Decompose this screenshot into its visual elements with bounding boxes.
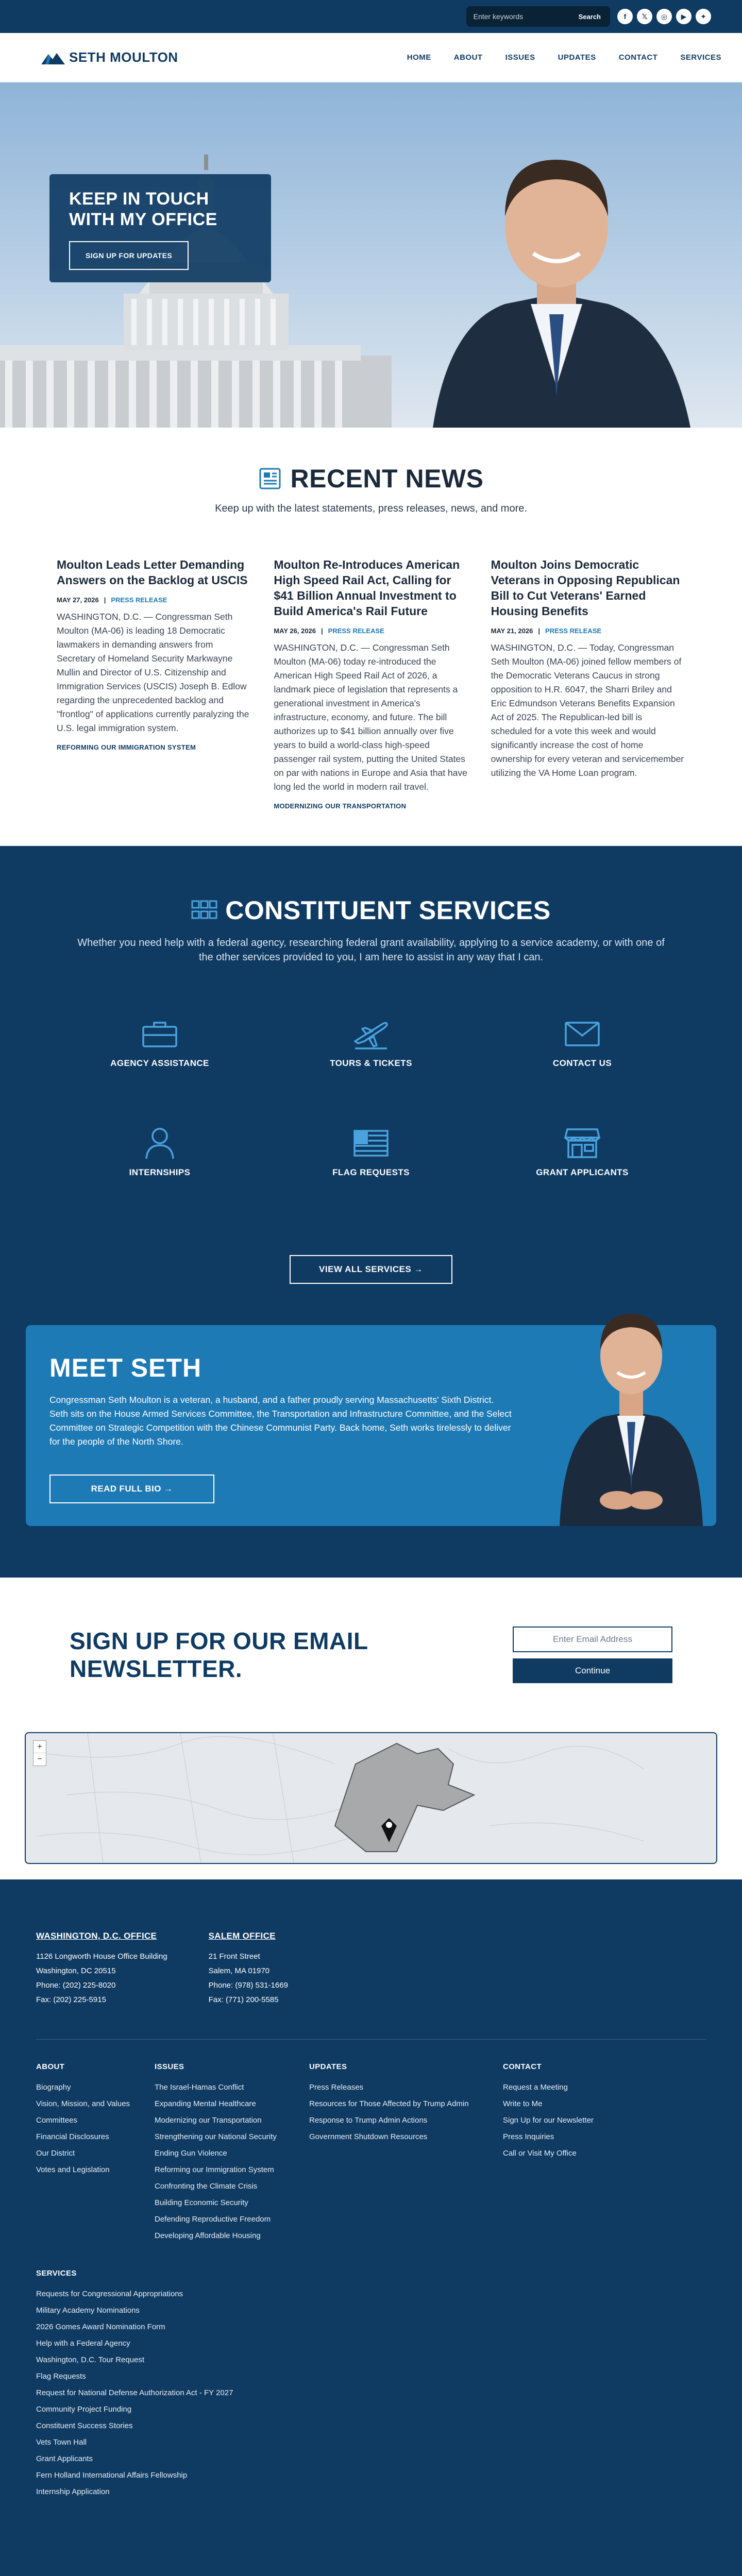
footer-column-title: SERVICES xyxy=(36,2269,77,2278)
news-issue-tag[interactable]: REFORMING OUR IMMIGRATION SYSTEM xyxy=(57,743,196,751)
footer-link[interactable]: Help with a Federal Agency xyxy=(36,2339,130,2348)
search-box xyxy=(466,6,610,27)
footer-column-title: CONTACT xyxy=(503,2062,542,2071)
nav-about[interactable]: ABOUT xyxy=(453,53,483,62)
news-item xyxy=(274,557,468,810)
meta-divider: | xyxy=(104,596,106,604)
office-fax: Fax: (202) 225-5915 xyxy=(36,1995,106,2004)
footer-link[interactable]: Biography xyxy=(36,2083,71,2092)
news-type: PRESS RELEASE xyxy=(545,627,602,635)
services-grid xyxy=(54,1016,688,1178)
footer-link[interactable]: Building Economic Security xyxy=(155,2198,248,2207)
mountain-logo-icon xyxy=(41,51,65,64)
nav-updates[interactable]: UPDATES xyxy=(558,53,596,62)
footer-link[interactable]: Request for National Defense Authorization Act - FY 2027 xyxy=(36,2388,233,2397)
footer-column-title: ABOUT xyxy=(36,2062,65,2071)
service-label: TOURS & TICKETS xyxy=(330,1058,412,1068)
service-internships[interactable] xyxy=(54,1125,265,1178)
service-agency-assistance[interactable] xyxy=(54,1016,265,1069)
news-body: WASHINGTON, D.C. — Congressman Seth Moulton (MA-06) today re-introduced the American High Speed Rail Act of 2026, a landmark piece of legislation that represents a generational investment in America's infrastructure, economy, and future. The bill authorizes up to $41 billion annually over five years to build a world-class high-speed passenger rail system, putting the United States on par with nations in Europe and Asia that have long led the world in modern rail travel. xyxy=(274,642,467,792)
office-locations xyxy=(36,1931,706,2007)
signup-updates-button[interactable]: SIGN UP FOR UPDATES xyxy=(69,241,189,270)
footer-bottom-links xyxy=(36,2500,706,2576)
view-all-services-button[interactable]: VIEW ALL SERVICES → xyxy=(290,1255,452,1284)
services-subtitle: Whether you need help with a federal agency, researching federal grant availability, applying to a service academy, or with one of the other services provided to you, I am here to assist in any way that I can. xyxy=(77,937,665,963)
footer-link[interactable]: Community Project Funding xyxy=(36,2405,132,2414)
news-item xyxy=(57,557,251,810)
office-name: SALEM OFFICE xyxy=(208,1931,276,1941)
office-address-line: 1126 Longworth House Office Building xyxy=(36,1952,167,1961)
footer-link[interactable]: Government Shutdown Resources xyxy=(309,2132,428,2141)
news-body: WASHINGTON, D.C. — Congressman Seth Moulton (MA-06) is leading 18 Democratic lawmakers in demanding answers from Secretary of Homeland Security Markwayne Mullin and Director of U.S. Citizenship and Immigration Services (USCIS) Joseph B. Edlow regarding the unprecedented backlog and "frontlog" of applications currently paralyzing the U.S. legal immigration system. xyxy=(57,612,249,733)
service-contact-us[interactable] xyxy=(477,1016,688,1069)
footer-link[interactable]: Vision, Mission, and Values xyxy=(36,2099,130,2108)
service-label: FLAG REQUESTS xyxy=(332,1167,410,1177)
footer-link[interactable]: Request a Meeting xyxy=(503,2083,568,2092)
news-title-link[interactable]: Moulton Re-Introduces American High Speed Rail Act, Calling for $41 Billion Annual Investment to Build America's Rail Future xyxy=(274,558,460,618)
office-address-line: Washington, DC 20515 xyxy=(36,1967,116,1975)
office-phone: Phone: (202) 225-8020 xyxy=(36,1981,116,1990)
footer-link[interactable]: Response to Trump Admin Actions xyxy=(309,2116,428,2125)
nav-issues[interactable]: ISSUES xyxy=(505,53,535,62)
site-header xyxy=(0,33,742,82)
instagram-icon[interactable]: ◎ xyxy=(656,9,672,24)
footer-link[interactable]: 2026 Gomes Award Nomination Form xyxy=(36,2323,165,2331)
nav-contact[interactable]: CONTACT xyxy=(618,53,658,62)
meta-divider: | xyxy=(538,627,540,635)
footer-link[interactable]: Confronting the Climate Crisis xyxy=(155,2182,258,2191)
seth-moulton-photo-image xyxy=(556,1284,706,1526)
footer-link[interactable]: Requests for Congressional Appropriations xyxy=(36,2290,183,2298)
footer-column-about xyxy=(36,2062,155,2244)
district-map[interactable] xyxy=(25,1732,717,1864)
zoom-out-button[interactable]: − xyxy=(37,1755,42,1764)
footer-column-title: UPDATES xyxy=(309,2062,347,2071)
news-meta xyxy=(57,596,251,604)
footer-link[interactable]: The Israel-Hamas Conflict xyxy=(155,2083,244,2092)
footer-link[interactable]: Strengthening our National Security xyxy=(155,2132,277,2141)
footer-link[interactable]: Committees xyxy=(36,2116,78,2125)
service-grant-applicants[interactable] xyxy=(477,1125,688,1178)
airplane-icon xyxy=(353,1019,389,1049)
service-flag-requests[interactable] xyxy=(265,1125,477,1178)
social-links xyxy=(617,9,711,24)
news-title-link[interactable]: Moulton Joins Democratic Veterans in Opposing Republican Bill to Cut Veterans' Earned Housing Benefits xyxy=(491,558,680,618)
office-address-line: Salem, MA 01970 xyxy=(208,1967,270,1975)
footer-link-columns xyxy=(36,2062,706,2244)
recent-news-subtitle: Keep up with the latest statements, press releases, news, and more. xyxy=(215,503,527,514)
office-dc xyxy=(36,1931,167,2007)
news-type: PRESS RELEASE xyxy=(111,596,167,604)
newspaper-icon xyxy=(259,467,283,490)
recent-news-section xyxy=(0,428,742,846)
office-phone: Phone: (978) 531-1669 xyxy=(208,1981,288,1990)
office-name: WASHINGTON, D.C. OFFICE xyxy=(36,1931,157,1941)
footer-link[interactable]: Press Inquiries xyxy=(503,2132,554,2141)
footer-link[interactable]: Fern Holland International Affairs Fellowship xyxy=(36,2471,188,2480)
twitter-icon[interactable]: 𝕏 xyxy=(637,9,652,24)
footer-link[interactable]: Resources for Those Affected by Trump Admin xyxy=(309,2099,469,2108)
news-body: WASHINGTON, D.C. — Today, Congressman Seth Moulton (MA-06) joined fellow members of the Democratic Veterans Caucus in strong opposition to H.R. 6047, the Sharri Briley and Eric Edmundson Veterans Benefits Expansion Act of 2025. The Republican-led bill is scheduled for a vote this week and would significantly increase the cost of home ownership for every veteran and servicemember utilizing the VA Home Loan program. xyxy=(491,642,684,778)
office-address-line: 21 Front Street xyxy=(208,1952,260,1961)
footer-link[interactable]: Our District xyxy=(36,2149,75,2158)
footer-link[interactable]: Grant Applicants xyxy=(36,2454,93,2463)
footer-link[interactable]: Call or Visit My Office xyxy=(503,2149,577,2158)
footer-services-column xyxy=(36,2269,706,2500)
meet-body: Congressman Seth Moulton is a veteran, a husband, and a father proudly serving Massachusetts' Sixth District. Seth sits on the House Armed Services Committee, the Transportation and Infrastructure Committee, and the Select Committee on Strategic Competition with the Chinese Communist Party. Back home, Seth works tirelessly to deliver for the people of the North Shore. xyxy=(49,1395,512,1447)
service-label: CONTACT US xyxy=(552,1058,612,1068)
bluesky-icon[interactable]: ✦ xyxy=(696,9,711,24)
briefcase-icon xyxy=(142,1020,178,1048)
newsletter-form xyxy=(513,1626,672,1683)
constituent-services-section xyxy=(0,846,742,1578)
footer-link[interactable]: Washington, D.C. Tour Request xyxy=(36,2355,145,2364)
site-logo[interactable] xyxy=(41,49,178,65)
footer-link[interactable]: Financial Disclosures xyxy=(36,2132,109,2141)
footer-link[interactable]: Sign Up for our Newsletter xyxy=(503,2116,594,2125)
news-issue-tag[interactable]: MODERNIZING OUR TRANSPORTATION xyxy=(274,802,407,810)
footer-column-updates xyxy=(309,2062,503,2244)
person-icon xyxy=(144,1127,175,1160)
footer-column-issues xyxy=(155,2062,309,2244)
footer-column-contact xyxy=(503,2062,706,2244)
footer-link[interactable]: Constituent Success Stories xyxy=(36,2421,133,2430)
news-type: PRESS RELEASE xyxy=(328,627,384,635)
seth-moulton-portrait-image xyxy=(402,118,711,428)
footer-link[interactable]: Modernizing our Transportation xyxy=(155,2116,262,2125)
search-input[interactable] xyxy=(466,6,569,27)
newsletter-section xyxy=(0,1578,742,1732)
top-bar xyxy=(0,0,742,33)
footer-link[interactable]: Internship Application xyxy=(36,2487,110,2496)
search-button[interactable]: Search xyxy=(569,6,610,27)
envelope-icon xyxy=(564,1021,600,1047)
nav-home[interactable]: HOME xyxy=(407,53,431,62)
read-full-bio-button[interactable]: READ FULL BIO → xyxy=(49,1475,214,1503)
footer-link[interactable]: Developing Affordable Housing xyxy=(155,2231,261,2240)
district-map-section xyxy=(0,1732,742,1879)
map-zoom-controls xyxy=(33,1740,46,1766)
footer-column-title: ISSUES xyxy=(155,2062,184,2071)
youtube-icon[interactable]: ▶ xyxy=(676,9,692,24)
zoom-in-button[interactable]: + xyxy=(33,1741,46,1753)
service-label: INTERNSHIPS xyxy=(129,1167,191,1177)
logo-text: SETH MOULTON xyxy=(69,49,178,65)
email-field[interactable] xyxy=(513,1626,672,1652)
hero-banner xyxy=(0,82,742,428)
nav-services[interactable]: SERVICES xyxy=(680,53,721,62)
news-meta xyxy=(274,627,468,635)
meet-title: MEET SETH xyxy=(49,1353,202,1382)
hero-card xyxy=(49,174,271,282)
footer-link[interactable]: Vets Town Hall xyxy=(36,2438,87,2447)
news-date: MAY 27, 2026 xyxy=(57,596,99,604)
recent-news-heading xyxy=(57,464,685,494)
continue-button[interactable]: Continue xyxy=(513,1658,672,1683)
footer-link[interactable]: Write to Me xyxy=(503,2099,543,2108)
services-heading xyxy=(21,895,721,925)
recent-news-title: RECENT NEWS xyxy=(290,464,484,493)
newsletter-title: SIGN UP FOR OUR EMAIL NEWSLETTER. xyxy=(70,1628,368,1682)
footer-link[interactable]: Expanding Mental Healthcare xyxy=(155,2099,256,2108)
footer-link[interactable]: Defending Reproductive Freedom xyxy=(155,2215,271,2224)
office-fax: Fax: (771) 200-5585 xyxy=(208,1995,279,2004)
footer-link[interactable]: Press Releases xyxy=(309,2083,364,2092)
service-label: AGENCY ASSISTANCE xyxy=(110,1058,209,1068)
meet-seth-card xyxy=(26,1325,716,1526)
footer-link[interactable]: Reforming our Immigration System xyxy=(155,2165,274,2174)
services-title: CONSTITUENT SERVICES xyxy=(225,896,551,925)
footer-divider xyxy=(36,2039,706,2040)
site-footer xyxy=(0,1879,742,2576)
footer-link[interactable]: Ending Gun Violence xyxy=(155,2149,227,2158)
main-nav xyxy=(407,53,721,62)
facebook-icon[interactable]: f xyxy=(617,9,633,24)
news-title-link[interactable]: Moulton Leads Letter Demanding Answers on the Backlog at USCIS xyxy=(57,558,248,587)
service-label: GRANT APPLICANTS xyxy=(536,1167,629,1177)
news-date: MAY 26, 2026 xyxy=(274,627,316,635)
footer-link[interactable]: Flag Requests xyxy=(36,2372,86,2381)
grid-icon xyxy=(191,900,218,921)
map-tiles-image xyxy=(26,1733,716,1863)
news-meta xyxy=(491,627,685,635)
meta-divider: | xyxy=(321,627,323,635)
storefront-icon xyxy=(564,1127,600,1159)
service-tours-tickets[interactable] xyxy=(265,1016,477,1069)
news-item xyxy=(491,557,685,810)
office-salem xyxy=(209,1931,288,2007)
footer-link[interactable]: Votes and Legislation xyxy=(36,2165,110,2174)
news-list xyxy=(57,557,685,810)
footer-link[interactable]: Military Academy Nominations xyxy=(36,2306,140,2315)
news-date: MAY 21, 2026 xyxy=(491,627,533,635)
hero-title: KEEP IN TOUCH WITH MY OFFICE xyxy=(69,189,217,229)
flag-icon xyxy=(353,1129,389,1157)
